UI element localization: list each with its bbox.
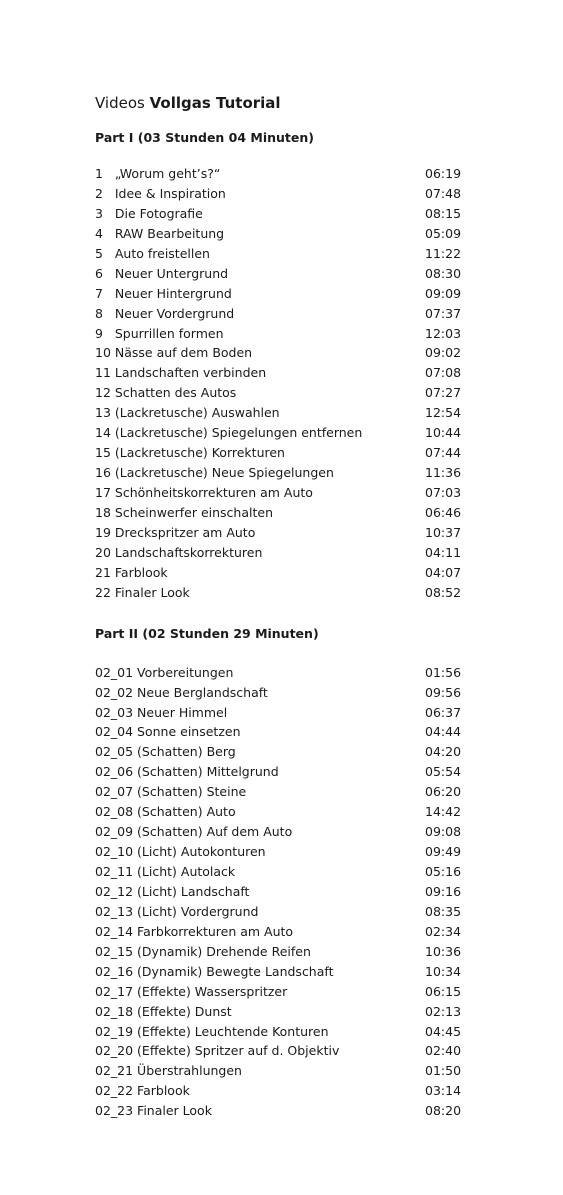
part-1-heading: Part I (03 Stunden 04 Minuten)	[95, 130, 315, 145]
video-number: 02_21	[95, 1063, 134, 1079]
video-duration: 09:49	[425, 844, 462, 860]
video-entry	[95, 1022, 329, 1042]
video-title: (Effekte) Leuchtende Konturen	[137, 1023, 329, 1039]
part-2-video-list	[95, 663, 465, 1122]
video-entry	[95, 523, 255, 543]
list-item	[95, 942, 465, 962]
video-number: 9	[95, 325, 103, 341]
video-title: (Lackretusche) Spiegelungen entfernen	[114, 425, 363, 441]
video-duration: 05:54	[425, 764, 462, 780]
video-entry	[95, 503, 273, 523]
video-title: Neuer Himmel	[137, 704, 228, 720]
list-item	[95, 224, 465, 244]
video-title: (Schatten) Berg	[137, 744, 236, 760]
list-item	[95, 982, 465, 1002]
video-entry	[95, 403, 280, 423]
video-entry	[95, 383, 236, 403]
list-item	[95, 962, 465, 982]
video-duration: 10:34	[425, 963, 462, 979]
video-number: 02_01	[95, 664, 134, 680]
video-title: Farblook	[137, 1083, 190, 1099]
video-title: Überstrahlungen	[137, 1063, 242, 1079]
list-item	[95, 782, 465, 802]
video-duration: 04:44	[425, 724, 462, 740]
video-duration: 01:50	[425, 1063, 462, 1079]
video-duration: 11:22	[425, 245, 462, 261]
video-number: 5	[95, 245, 103, 261]
video-title: Farbkorrekturen am Auto	[137, 923, 294, 939]
list-item	[95, 902, 465, 922]
video-number: 02_06	[95, 764, 134, 780]
video-entry	[95, 184, 226, 204]
video-entry	[95, 802, 236, 822]
video-duration: 09:08	[425, 824, 462, 840]
video-title: (Licht) Autokonturen	[137, 844, 266, 860]
video-entry	[95, 982, 287, 1002]
video-duration: 06:46	[425, 504, 462, 520]
video-title: Landschaften verbinden	[114, 365, 267, 381]
list-item	[95, 1041, 465, 1061]
video-title: (Schatten) Auto	[137, 804, 236, 820]
video-entry	[95, 304, 234, 324]
video-number: 02_22	[95, 1083, 134, 1099]
list-item	[95, 343, 465, 363]
list-item	[95, 663, 465, 683]
video-entry	[95, 962, 333, 982]
video-entry	[95, 423, 362, 443]
video-number: 14	[95, 425, 111, 441]
video-duration: 10:36	[425, 943, 462, 959]
video-duration: 14:42	[425, 804, 462, 820]
video-title: (Licht) Landschaft	[137, 883, 250, 899]
video-duration: 08:20	[425, 1103, 462, 1119]
video-title: Neuer Untergrund	[114, 265, 229, 281]
video-title: Spurrillen formen	[114, 325, 224, 341]
video-title: Finaler Look	[137, 1103, 212, 1119]
video-duration: 04:45	[425, 1023, 462, 1039]
video-title: Neuer Vordergrund	[114, 305, 235, 321]
video-number: 02_07	[95, 784, 134, 800]
video-duration: 09:56	[425, 684, 462, 700]
video-number: 02_13	[95, 903, 134, 919]
video-number: 17	[95, 485, 111, 500]
list-item	[95, 523, 465, 543]
list-item	[95, 703, 465, 723]
video-entry	[95, 1101, 212, 1121]
video-duration: 10:37	[425, 524, 462, 540]
video-entry	[95, 264, 228, 284]
video-entry	[95, 343, 252, 363]
list-item	[95, 922, 465, 942]
video-title: RAW Bearbeitung	[114, 225, 225, 241]
video-entry	[95, 1002, 232, 1022]
video-number: 02_03	[95, 704, 134, 720]
video-duration: 07:37	[425, 305, 462, 321]
video-title: Vorbereitungen	[137, 664, 234, 680]
video-duration: 03:14	[425, 1083, 462, 1099]
document-page	[95, 92, 465, 1121]
list-item	[95, 762, 465, 782]
video-title: (Lackretusche) Korrekturen	[114, 445, 285, 461]
video-title: (Effekte) Spritzer auf d. Objektiv	[137, 1043, 340, 1059]
list-item	[95, 802, 465, 822]
video-duration: 02:34	[425, 923, 462, 939]
video-number: 02_17	[95, 983, 134, 999]
video-duration: 01:56	[425, 664, 462, 680]
video-entry	[95, 284, 232, 304]
list-item	[95, 403, 465, 423]
list-item	[95, 842, 465, 862]
video-title: (Effekte) Dunst	[137, 1003, 232, 1019]
video-number: 1	[95, 166, 103, 181]
video-duration: 10:44	[425, 425, 462, 441]
video-duration: 02:40	[425, 1043, 462, 1059]
video-number: 19	[95, 524, 111, 540]
video-title: Schönheitskorrekturen am Auto	[114, 485, 313, 500]
video-title: Die Fotografie	[114, 205, 203, 221]
video-number: 12	[95, 385, 111, 401]
video-number: 02_23	[95, 1103, 134, 1119]
video-title: Schatten des Autos	[114, 385, 237, 401]
video-number: 02_08	[95, 804, 134, 820]
video-entry	[95, 782, 246, 802]
video-number: 02_15	[95, 943, 134, 959]
video-entry	[95, 742, 236, 762]
list-item	[95, 284, 465, 304]
list-item	[95, 164, 465, 184]
video-title: Sonne einsetzen	[137, 724, 241, 740]
video-duration: 06:15	[425, 983, 462, 999]
list-item	[95, 184, 465, 204]
video-duration: 11:36	[425, 465, 462, 481]
video-title: (Licht) Autolack	[137, 864, 236, 879]
list-item	[95, 543, 465, 563]
video-entry	[95, 583, 190, 603]
video-entry	[95, 703, 227, 723]
list-item	[95, 563, 465, 583]
video-duration: 05:09	[425, 225, 462, 241]
video-duration: 06:19	[425, 166, 462, 181]
video-duration: 06:20	[425, 784, 462, 800]
video-entry	[95, 663, 233, 683]
list-item	[95, 383, 465, 403]
video-entry	[95, 922, 293, 942]
list-item	[95, 1101, 465, 1121]
video-entry	[95, 683, 268, 703]
list-item	[95, 1061, 465, 1081]
title-prefix: Videos	[95, 94, 145, 112]
title-strong: Vollgas Tutorial	[149, 94, 281, 112]
video-duration: 05:16	[425, 864, 462, 879]
video-number: 02_05	[95, 744, 134, 760]
video-title: Scheinwerfer einschalten	[114, 504, 274, 520]
video-title: Farblook	[114, 564, 168, 580]
list-item	[95, 244, 465, 264]
video-title: Dreckspritzer am Auto	[114, 524, 256, 540]
video-entry	[95, 483, 313, 503]
video-duration: 04:11	[425, 544, 462, 560]
video-number: 02_19	[95, 1023, 134, 1039]
video-entry	[95, 882, 249, 902]
video-duration: 07:44	[425, 445, 462, 461]
list-item	[95, 1022, 465, 1042]
video-title: Idee & Inspiration	[114, 185, 226, 201]
video-entry	[95, 463, 334, 483]
video-number: 02_04	[95, 724, 134, 740]
list-item	[95, 822, 465, 842]
list-item	[95, 443, 465, 463]
video-number: 21	[95, 564, 111, 580]
video-number: 02_12	[95, 883, 134, 899]
video-title: (Dynamik) Bewegte Landschaft	[137, 963, 334, 979]
video-number: 3	[95, 205, 103, 221]
video-entry	[95, 244, 210, 264]
video-title: (Schatten) Auf dem Auto	[137, 824, 293, 840]
video-title: (Lackretusche) Neue Spiegelungen	[114, 465, 334, 481]
video-entry	[95, 722, 241, 742]
list-item	[95, 742, 465, 762]
video-title: Finaler Look	[114, 584, 190, 600]
document-title	[95, 92, 465, 114]
list-item	[95, 503, 465, 523]
video-title: „Worum geht’s?“	[114, 166, 221, 181]
video-duration: 09:02	[425, 345, 462, 361]
video-number: 02_09	[95, 824, 134, 840]
video-entry	[95, 563, 168, 583]
list-item	[95, 882, 465, 902]
video-title: Neue Berglandschaft	[137, 684, 268, 700]
video-number: 02_11	[95, 864, 134, 879]
video-number: 02_18	[95, 1003, 134, 1019]
video-entry	[95, 842, 266, 862]
video-title: Landschaftskorrekturen	[114, 544, 263, 560]
video-number: 22	[95, 584, 111, 600]
video-number: 02_16	[95, 963, 134, 979]
video-entry	[95, 164, 220, 184]
video-entry	[95, 1061, 242, 1081]
list-item	[95, 483, 465, 503]
video-title: (Dynamik) Drehende Reifen	[137, 943, 311, 959]
list-item	[95, 363, 465, 383]
video-title: Nässe auf dem Boden	[114, 345, 253, 361]
video-number: 16	[95, 465, 111, 481]
video-number: 6	[95, 265, 103, 281]
video-duration: 08:35	[425, 903, 462, 919]
video-entry	[95, 902, 258, 922]
video-title: (Lackretusche) Auswahlen	[114, 405, 280, 421]
video-title: (Effekte) Wasserspritzer	[137, 983, 288, 999]
list-item	[95, 324, 465, 344]
video-entry	[95, 443, 285, 463]
video-number: 4	[95, 225, 103, 241]
list-item	[95, 683, 465, 703]
list-item	[95, 423, 465, 443]
video-duration: 02:13	[425, 1003, 462, 1019]
video-number: 02_02	[95, 684, 134, 700]
list-item	[95, 862, 465, 882]
video-number: 18	[95, 504, 111, 520]
video-duration: 12:54	[425, 405, 462, 421]
list-item	[95, 722, 465, 742]
video-entry	[95, 543, 262, 563]
list-item	[95, 304, 465, 324]
video-duration: 07:03	[425, 485, 462, 500]
video-number: 02_14	[95, 923, 134, 939]
video-entry	[95, 862, 235, 882]
video-entry	[95, 942, 311, 962]
video-duration: 09:16	[425, 883, 462, 899]
video-number: 02_20	[95, 1043, 134, 1059]
video-title: (Schatten) Steine	[137, 784, 247, 800]
video-number: 2	[95, 185, 103, 201]
list-item	[95, 463, 465, 483]
video-number: 7	[95, 285, 103, 301]
video-entry	[95, 324, 224, 344]
video-number: 13	[95, 405, 111, 421]
video-duration: 08:52	[425, 584, 462, 600]
video-duration: 07:08	[425, 365, 462, 381]
video-entry	[95, 224, 224, 244]
video-duration: 07:48	[425, 185, 462, 201]
video-title: Auto freistellen	[114, 245, 210, 261]
video-entry	[95, 1041, 339, 1061]
video-number: 11	[95, 365, 111, 381]
video-title: Neuer Hintergrund	[114, 285, 232, 301]
video-title: (Schatten) Mittelgrund	[137, 764, 279, 780]
video-entry	[95, 363, 266, 383]
video-duration: 08:15	[425, 205, 462, 221]
video-duration: 04:20	[425, 744, 462, 760]
list-item	[95, 583, 465, 603]
video-number: 02_10	[95, 844, 134, 860]
video-entry	[95, 822, 292, 842]
list-item	[95, 264, 465, 284]
video-entry	[95, 762, 279, 782]
video-number: 20	[95, 544, 111, 560]
list-item	[95, 1002, 465, 1022]
video-duration: 07:27	[425, 385, 462, 401]
video-number: 10	[95, 345, 111, 361]
video-duration: 08:30	[425, 265, 462, 281]
video-number: 8	[95, 305, 103, 321]
part-1-video-list	[95, 164, 465, 603]
video-duration: 09:09	[425, 285, 462, 301]
video-duration: 12:03	[425, 325, 462, 341]
video-duration: 06:37	[425, 704, 462, 720]
list-item	[95, 204, 465, 224]
part-2-heading: Part II (02 Stunden 29 Minuten)	[95, 625, 319, 641]
video-title: (Licht) Vordergrund	[137, 903, 259, 919]
list-item	[95, 1081, 465, 1101]
video-entry	[95, 204, 203, 224]
video-duration: 04:07	[425, 564, 462, 580]
video-number: 15	[95, 445, 111, 461]
video-entry	[95, 1081, 190, 1101]
